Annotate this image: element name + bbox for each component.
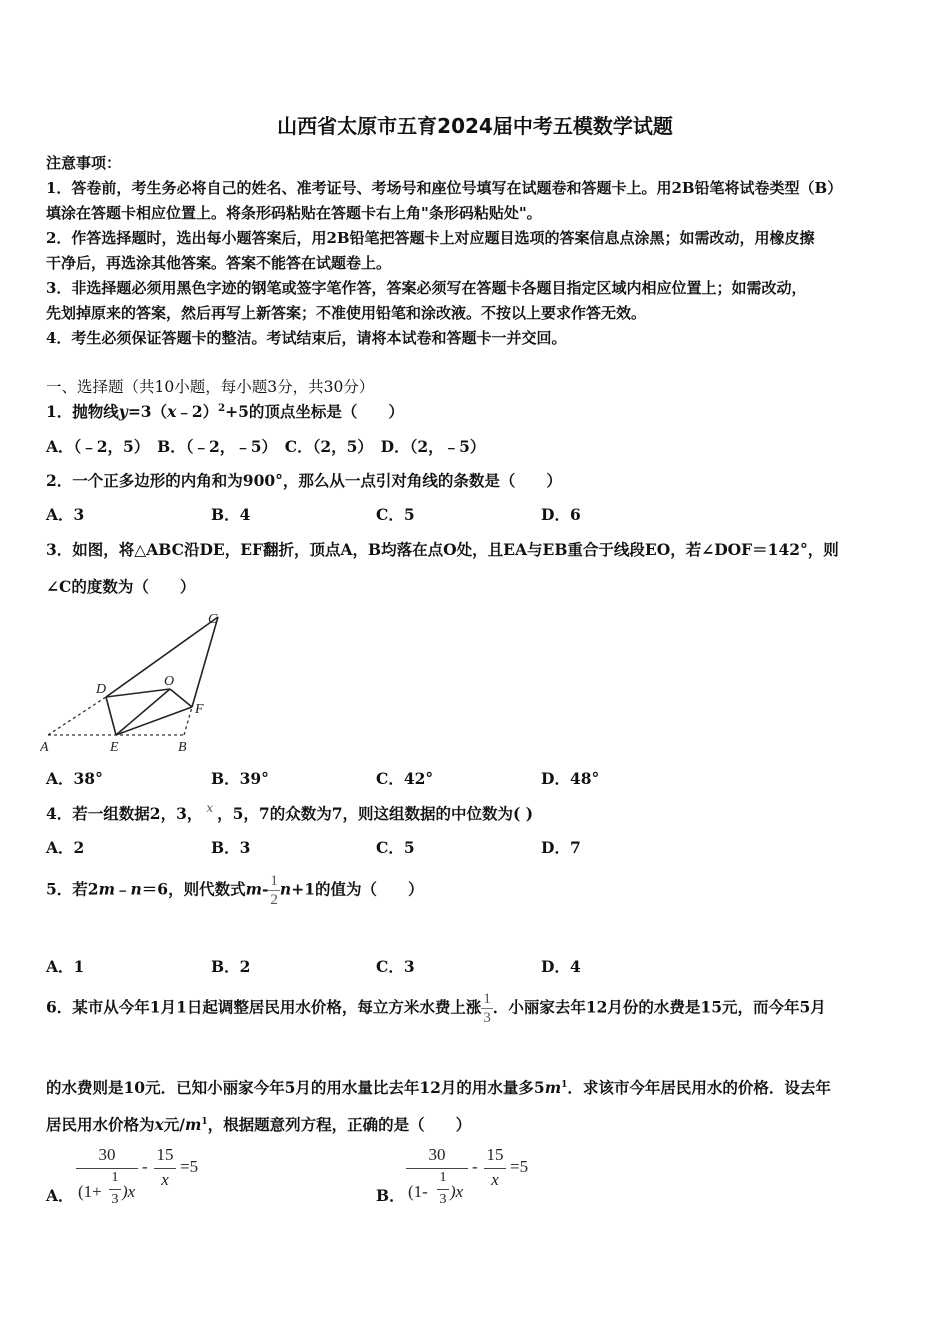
notice-item-1b: 填涂在答题卡相应位置上。将条形码粘贴在答题卡右上角"条形码粘贴处"。: [46, 204, 542, 222]
notice-item-3a: 3．非选择题必须用黑色字迹的钢笔或签字笔作答，答案必须写在答题卡各题目指定区域内相应位置上；如需改动，: [46, 279, 807, 297]
question-4-option-d: D．7: [541, 838, 581, 857]
question-3-option-a: A．38°: [46, 769, 103, 788]
label-d: D: [96, 682, 107, 697]
question-6-option-b-label: B．: [376, 1186, 405, 1205]
notice-item-4: 4．考生必须保证答题卡的整洁。考试结束后，请将本试卷和答题卡一并交回。: [46, 329, 567, 347]
question-5-option-c: C．3: [376, 957, 415, 976]
edge-de: [106, 697, 116, 735]
question-2-option-a: A．3: [46, 505, 85, 524]
edge-ef: [116, 707, 192, 735]
label-c: C: [208, 612, 218, 627]
question-6-option-a-label: A．: [46, 1186, 74, 1205]
notice-item-2a: 2．作答选择题时，选出每小题答案后，用2B铅笔把答题卡上对应题目选项的答案信息点涂黑；如需改动，用橡皮擦: [46, 229, 815, 247]
edge-ad-dashed: [48, 697, 106, 735]
question-4-stem: 4．若一组数据2，3， $^x$ ，5，7的众数为7，则这组数据的中位数为( ): [46, 801, 534, 823]
exam-page: 山西省太原市五育2024届中考五模数学试题 注意事项： 1．答卷前，考生务必将自己的姓名、准考证号、考场号和座位号填写在试题卷和答题卡上。用2B铅笔将试卷类型（B） 填涂在答题卡相应位置上。将条形码粘贴在答题卡右上角"条形码粘贴处"。 2．作答选择题时，选出每小题答案后，用2B铅笔把答题卡上对应题目选项的答案信息点涂黑；如需改动，用橡皮擦 干净后，再选涂其他答案。答案不能答在试题卷上。 3．非选择题必须用黑色字迹的钢笔或签字笔作答，答案必须写在答题卡各题目指定区域内相应位置上；如需改动， 先划掉原来的答案，然后再写上新答案；不准使用铅笔和涂改液。不按以上要求作答无效。 4．考生必须保证答题卡的整洁。考试结束后，请将本试卷和答题卡一并交回。 一、选择题（共10小题，每小题3分，共30分） 1．抛物线y=3（x﹣2）$^2$+5的顶点坐标是（ ） A．（﹣2，5） B．（﹣2，﹣5） C．（2，5） D．（2，﹣5） 2．一个正多边形的内角和为900°，那么从一点引对角线的条数是（ ） A．3 B．4 C．5 D．6 3．如图，将△ABC沿DE，EF翻折，顶点A，B均落在点O处，且EA与EB重合于线段EO，若∠DOF＝142°，则 ∠C的度数为（ ） A B C D E F O A．38° B．39° C．42° D．48° 4．若一组数据2，3， $^x$ ，5，7的众数为7，则这组数据的中位数为( ) A．2 B．3 C．5 D．7 5．若2m﹣n＝6，则代数式m- $\frac{1}{2}$ n+1的值为（ ） A．1 B．2 C．3 D．4 6．某市从今年1月1日起调整居民用水价格，每立方米水费上涨 $\frac{1}{3}$ ．小丽家去年12月份的水费是15元，而今年5月 的水费则是10元．已知小丽家今年5月的用水量比去年12月的用水量多$5m^1$．求该市今年居民用水的价格．设去年 居民用水价格为x元$/m^1$，根据题意列方程，正确的是（ ） A． 30 (1+ 1 3 )x - 15 x =5 B． 30 (1- 1 3 )x - 15 x =5: [0, 0, 950, 1344]
question-3-option-b: B．39°: [211, 769, 269, 788]
question-3-option-c: C．42°: [376, 769, 434, 788]
question-4-option-b: B．3: [211, 838, 251, 857]
fraction-one-half: $\frac{1}{2}$: [270, 873, 278, 908]
question-5-stem: 5．若2m﹣n＝6，则代数式m- $\frac{1}{2}$ n+1的值为（ ）: [46, 873, 424, 908]
section-heading: 一、选择题（共10小题，每小题3分，共30分）: [46, 378, 375, 396]
label-o: O: [164, 674, 175, 689]
triangle-figure: [40, 605, 240, 755]
question-3-stem-a: 3．如图，将△ABC沿DE，EF翻折，顶点A，B均落在点O处，且EA与EB重合于线段EO，若∠DOF＝142°，则: [46, 540, 839, 559]
page-title: 山西省太原市五育2024届中考五模数学试题: [277, 114, 673, 138]
question-3-stem-b: ∠C的度数为（ ）: [46, 577, 196, 596]
question-2-option-d: D．6: [541, 505, 581, 524]
question-5-option-d: D．4: [541, 957, 581, 976]
question-5-option-b: B．2: [211, 957, 251, 976]
notice-item-3b: 先划掉原来的答案，然后再写上新答案；不准使用铅笔和涂改液。不按以上要求作答无效。: [46, 304, 647, 322]
question-6-stem-a: 6．某市从今年1月1日起调整居民用水价格，每立方米水费上涨 $\frac{1}{3}$ ．小丽家去年12月份的水费是15元，而今年5月: [46, 991, 826, 1026]
label-e: E: [110, 740, 119, 755]
question-5-option-a: A．1: [46, 957, 85, 976]
question-4-option-a: A．2: [46, 838, 85, 857]
question-6-stem-c: 的水费则是10元．已知小丽家今年5月的用水量比去年12月的用水量多$5m^1$．求该市今年居民用水的价格．设去年: [46, 1078, 831, 1097]
label-a: A: [40, 740, 49, 755]
question-3-option-d: D．48°: [541, 769, 600, 788]
edge-eo: [116, 689, 170, 735]
question-1-options: A．（﹣2，5） B．（﹣2，﹣5） C．（2，5） D．（2，﹣5）: [46, 437, 486, 456]
notice-heading: 注意事项：: [46, 154, 122, 172]
edge-bf-dashed: [184, 707, 192, 735]
label-b: B: [178, 740, 187, 755]
notice-item-2b: 干净后，再选涂其他答案。答案不能答在试题卷上。: [46, 254, 392, 272]
edge-dc: [106, 617, 218, 697]
fraction-one-third: $\frac{1}{3}$: [483, 991, 491, 1026]
edge-of: [170, 689, 192, 707]
edge-cf: [192, 617, 218, 707]
question-4-option-c: C．5: [376, 838, 415, 857]
notice-item-1a: 1．答卷前，考生务必将自己的姓名、准考证号、考场号和座位号填写在试题卷和答题卡上。用2B铅笔将试卷类型（B）: [46, 179, 843, 197]
question-2-stem: 2．一个正多边形的内角和为900°，那么从一点引对角线的条数是（ ）: [46, 471, 562, 490]
question-2-option-c: C．5: [376, 505, 415, 524]
label-f: F: [195, 702, 204, 717]
question-6-stem-d: 居民用水价格为x元$/m^1$，根据题意列方程，正确的是（ ）: [46, 1115, 472, 1134]
question-2-option-b: B．4: [211, 505, 251, 524]
question-1-stem: 1．抛物线y=3（x﹣2）$^2$+5的顶点坐标是（ ）: [46, 402, 404, 421]
